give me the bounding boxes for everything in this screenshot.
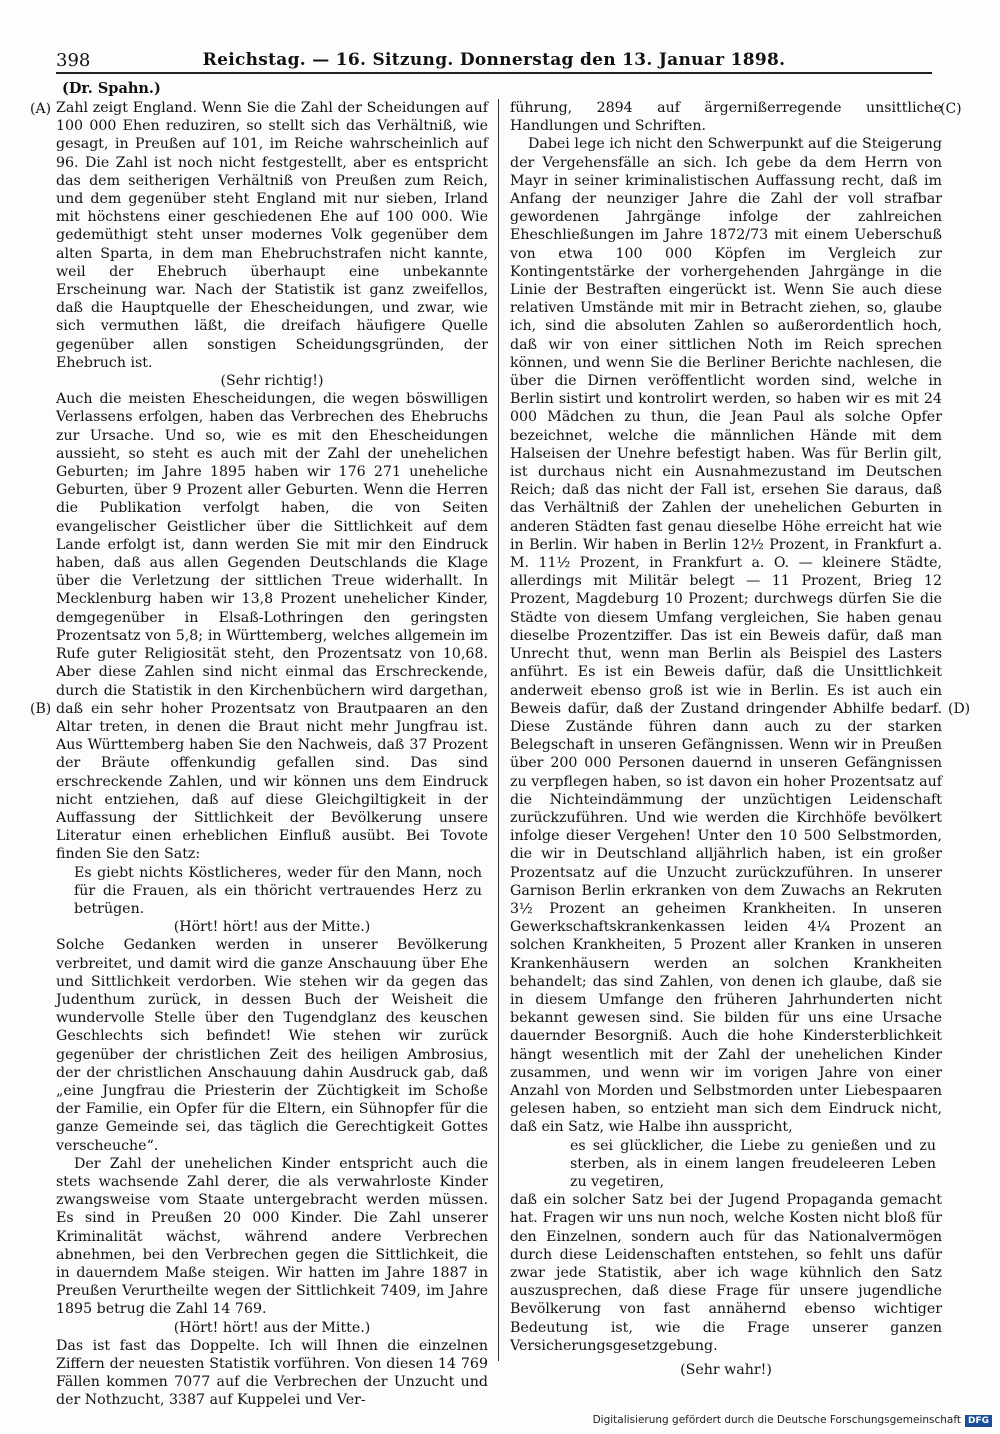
footer-text: Digitalisierung gefördert durch die Deutsche Forschungsgemeinschaft <box>592 1414 961 1426</box>
column-divider <box>498 99 499 1361</box>
footer-credit <box>593 1414 992 1427</box>
paragraph: daß ein solcher Satz bei der Jugend Propaganda gemacht hat. Fragen wir uns nun noch, welche Kosten nicht bloß für den Einzelnen, sondern auch für das Nationalvermögen durch diese Leidenschaften entstehen, so fehlt uns dafür zwar jede Statistik, aber ich wage kühnlich den Satz auszusprechen, daß diese Frage für unsere jugendliche Bevölkerung von fast annähernd ebenso wichtiger Bedeutung ist, wie die Frage unserer ganzen Versicherungsgesetzgebung. <box>510 1192 942 1354</box>
margin-marker-a: (A) <box>30 101 52 117</box>
interjection: (Hört! hört! aus der Mitte.) <box>173 1319 371 1336</box>
paragraph: Dabei lege ich nicht den Schwerpunkt auf die Steigerung der Vergehensfälle an sich. Ich gebe da dem Herrn von Mayr in seiner kriminalistischen Auffassung recht, daß im Anfang der neunziger Jahre die Zahl der voll strafbar gewordenen Jahrgänge infolge der zahlreichen Eheschließungen im Jahre 1872/73 mit einem Ueberschuß von etwa 100 000 Köpfen im Vergleich zur Kontingentstärke der vorhergehenden Jahrgänge in die Linie der Bestraften eingerückt ist. Wenn Sie auch diese relativen Umstände mit mir in Betracht ziehen, so, glaube ich, sind die absoluten Zahlen so außerordentlich hoch, daß wir von einer sittlichen Noth im Reich sprechen können, und wenn Sie die Berliner Berichte nachlesen, die über die Dirnen veröffentlicht worden sind, welche in Berlin sistirt und kontrolirt werden, so haben wir es mit 24 000 Mädchen zu thun, die Jean Paul als solche Opfer bezeichnet, welche die männlichen Hände mit dem Halseisen der Unehre befestigt haben. Was für Berlin gilt, ist durchaus nicht ein Ausnahmezustand im Deutschen Reich; daß das nicht der Fall ist, ersehen Sie daraus, daß das Verhältniß der Zahlen der unehelichen Geburten in anderen Städten fast genau dieselbe Höhe erreicht hat wie in Berlin. Wir haben in Berlin 12½ Prozent, in Frankfurt a. M. 11½ Prozent, in Frankfurt a. O. — kleinere Städte, allerdings mit Militär belegt — 11 Prozent, Brieg 12 Prozent, Magdeburg 10 Prozent; durchwegs dürfen Sie die Städte von diesem Umfang vergleichen, Sie haben genau dieselbe Prozentziffer. Das ist ein Beweis dafür, daß man Unrecht thut, wenn man Berlin als Beispiel des Lasters anführt. Es ist ein Beweis dafür, daß die Unsittlichkeit anderweit ebenso groß ist wie in Berlin. Es ist auch ein Beweis dafür, daß der Zustand dringender Abhilfe bedarf. Diese Zustände führen dann auch zu der starken Belegschaft in unseren Gefängnissen. Wenn wir in Preußen über 200 000 Personen dauernd in unseren Gefängnissen zu verpflegen haben, so ist davon ein hoher Prozentsatz auf die Nichteindämmung der unzüchtigen Leidenschaft zurückzuführen. Und wie werden die Kirchhöfe bevölkert infolge dieser Vergehen! Unter den 10 500 Selbstmorden, die wir in Deutschland alljährlich haben, ist ein großer Prozentsatz auf die Unzucht zurückzuführen. In unserer Garnison Berlin erkranken von dem Zuwachs an Rekruten 3½ Prozent an geheimen Krankheiten. In unseren Gewerkschaftskrankenkassen leiden 4¼ Prozent an solchen Krankheiten, 5 Prozent aller Kranken in unseren Krankenhäusern werden an solchen Krankheiten behandelt; das sind Zahlen, von denen ich glaube, daß sie in diesem Umfange den früheren Jahrhunderten nicht bekannt gewesen sind. Sie bilden für uns eine Ursache dauernder Besorgniß. Auch die hohe Kindersterblichkeit hängt wesentlich mit der Zahl der unehelichen Kinder zusammen, und wenn wir im vorigen Jahre von einer Anzahl von Morden und Selbstmorden unter Liebespaaren gelesen haben, so entzieht man sich dem Eindruck nicht, daß ein Satz, wie Halbe ihn ausspricht, <box>510 136 942 1136</box>
margin-marker-c: (C) <box>940 101 962 117</box>
paragraph: Das ist fast das Doppelte. Ich will Ihnen die einzelnen Ziffern der neuesten Statistik vorführen. Von diesen 14 769 Fällen kommen 7077 auf die Verbrechen der Unzucht und der Nothzucht, 3387 auf Kuppelei und Ver- <box>56 1337 488 1409</box>
paragraph: Der Zahl der unehelichen Kinder entspricht auch die stets wachsende Zahl derer, die als verwahrloste Kinder zwangsweise vom Staate untergebracht werden müssen. Es sind in Preußen 20 000 Kinder. Die Zahl unserer Kriminalität wächst, während andere Verbrechen abnehmen, bei den Verbrechen gegen die Sittlichkeit, die in dauerndem Maße steigen. Wir hatten im Jahre 1887 in Preußen Verurtheilte wegen der Sittlichkeit 7409, im Jahre 1895 betrug die Zahl 14 769. <box>56 1155 488 1318</box>
page-number: 398 <box>56 50 91 71</box>
quotation: es sei glücklicher, die Liebe zu genießen und zu sterben, als in einem langen freudeleeren Leben zu vegetiren, <box>570 1137 936 1190</box>
paragraph: führung, 2894 auf ärgernißerregende unsittliche Handlungen und Schriften. <box>510 100 942 135</box>
margin-marker-d: (D) <box>948 701 971 717</box>
running-head: Reichstag. — 16. Sitzung. Donnerstag den 13. Januar 1898. <box>202 50 786 70</box>
page-header <box>56 48 932 74</box>
margin-marker-b: (B) <box>30 701 52 717</box>
right-column <box>510 99 942 1379</box>
interjection: (Sehr richtig!) <box>220 373 324 390</box>
dfg-logo: DFG <box>965 1415 992 1427</box>
quotation: Es giebt nichts Köstlicheres, weder für den Mann, noch für die Frauen, als ein thöricht vertrauendes Herz zu betrügen. <box>74 864 482 917</box>
paragraph: Zahl zeigt England. Wenn Sie die Zahl der Scheidungen auf 100 000 Ehen reduziren, so stellt sich das Verhältniß, wie gesagt, in Preußen auf 101, im Reiche wahrscheinlich auf 96. Die Zahl ist noch nicht festgestellt, aber es entspricht das dem seitherigen Verhältniß von Preußen zum Reich, und dem gegenüber steht England mit nur sieben, Irland mit höchstens einer geschiedenen Ehe auf 100 000. Wie gedemüthigt steht unser modernes Volk gegenüber dem alten Sparta, in dem man Ehebruchstrafen nicht kannte, weil der Ehebruch überhaupt eine unbekannte Erscheinung war. Nach der Statistik ist ganz zweifellos, daß die Hauptquelle der Ehescheidungen, und zwar, wie sich vermuthen läßt, die dreifach häufigere Quelle gegenüber allen sonstigen Scheidungsgründen, der Ehebruch ist. <box>56 100 488 371</box>
speaker-label: (Dr. Spahn.) <box>62 80 161 97</box>
interjection: (Hört! hört! aus der Mitte.) <box>173 919 371 936</box>
paragraph: Solche Gedanken werden in unserer Bevölkerung verbreitet, und damit wird die ganze Anschauung über Ehe und Sittlichkeit verdorben. Wie stehen wir da gegen das Judenthum zurück, in dessen Buch der Weisheit die wundervolle Stelle über den Tugendglanz des keuschen Geschlechts sich befindet! Wie stehen wir zurück gegenüber der christlichen Zeit des heiligen Ambrosius, der der christlichen Anschauung dahin Ausdruck gab, daß „eine Jungfrau die Priesterin der Züchtigkeit im Schoße der Familie, ein Opfer für die Eltern, ein Sühnopfer für die ganze Gemeinde sei, das täglich die Gerechtigkeit Gottes verscheuche“. <box>56 937 488 1154</box>
interjection: (Sehr wahr!) <box>680 1362 772 1379</box>
paragraph: Auch die meisten Ehescheidungen, die wegen böswilligen Verlassens erfolgen, haben das Verbrechen des Ehebruchs zur Ursache. Und so, wie es mit den Ehescheidungen aussieht, so steht es auch mit der Zahl der unehelichen Geburten; im Jahre 1895 haben wir 176 271 uneheliche Geburten, über 9 Prozent aller Geburten. Wenn die Herren die Publikation verfolgt haben, die von Seiten evangelischer Geistlicher über die Sittlichkeit auf dem Lande erfolgt ist, dann werden Sie mit mir den Eindruck haben, daß aus allen Gegenden Deutschlands die Klage über die Verletzung der sittlichen Treue widerhallt. In Mecklenburg haben wir 13,8 Prozent unehelicher Kinder, demgegenüber in Elsaß-Lothringen den geringsten Prozentsatz von 5,8; in Württemberg, welches allgemein im Rufe guter Religiosität steht, den Prozentsatz von 10,68. Aber diese Zahlen sind nicht einmal das Erschreckende, durch die Statistik in den Kirchenbüchern wird dargethan, daß ein sehr hoher Prozentsatz von Brautpaaren an den Altar treten, in denen die Braut nicht mehr Jungfrau ist. Aus Württemberg haben Sie den Nachweis, daß 37 Prozent der Bräute offenkundig gefallen sind. Das sind erschreckende Zahlen, und wir können uns dem Eindruck nicht entziehen, daß auf diese Gleichgiltigkeit in der Auffassung der Sittlichkeit der Bevölkerung unsere Literatur einen erheblichen Einfluß ausübt. Bei Tovote finden Sie den Satz: <box>56 391 488 863</box>
left-column <box>56 99 488 1410</box>
